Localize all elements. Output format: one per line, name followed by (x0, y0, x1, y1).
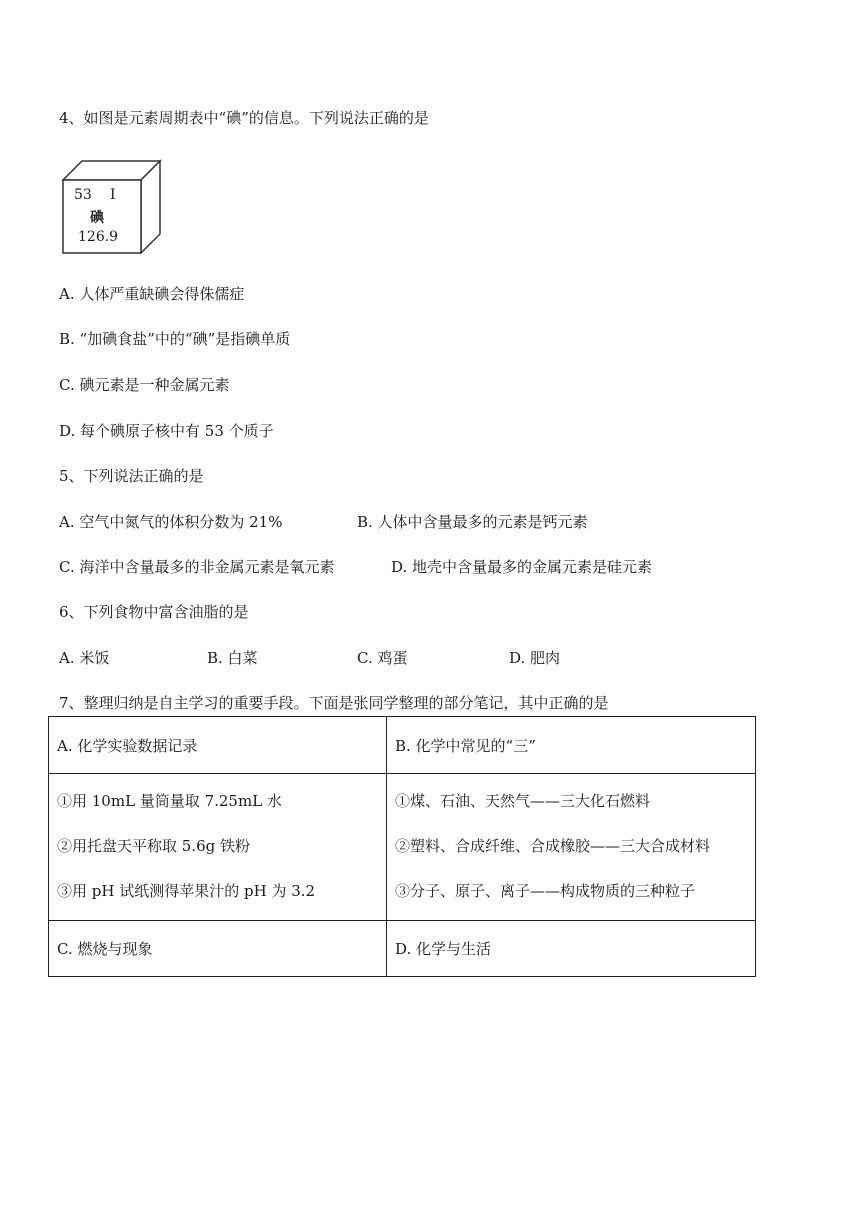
cell-d-title: D. 化学与生活 (387, 921, 756, 977)
cell-c-title: C. 燃烧与现象 (49, 921, 387, 977)
a-item-3: ③用 pH 试纸测得苹果汁的 pH 为 3.2 (57, 882, 316, 900)
q6-option-d: D. 肥肉 (509, 649, 561, 667)
q5-option-d: D. 地壳中含量最多的金属元素是硅元素 (391, 558, 653, 576)
q5-option-b: B. 人体中含量最多的元素是钙元素 (357, 513, 588, 531)
q4-option-b: B. “加碘食盐”中的“碘”是指碘单质 (59, 330, 291, 348)
b-item-3: ③分子、原子、离子——构成物质的三种粒子 (395, 882, 696, 900)
b-item-2: ②塑料、合成纤维、合成橡胶——三大合成材料 (395, 837, 711, 855)
element-symbol: I (110, 187, 116, 203)
q6-stem: 6、下列食物中富含油脂的是 (59, 603, 249, 621)
q4-option-a: A. 人体严重缺碘会得侏儒症 (59, 285, 245, 303)
q6-option-a: A. 米饭 (59, 649, 110, 667)
q4-option-c: C. 碘元素是一种金属元素 (59, 376, 230, 394)
cell-b-title: B. 化学中常见的“三” (387, 717, 756, 774)
q6-option-b: B. 白菜 (207, 649, 258, 667)
cell-a-content (49, 774, 387, 921)
cell-b-content (387, 774, 756, 921)
q7-stem: 7、整理归纳是自主学习的重要手段。下面是张同学整理的部分笔记，其中正确的是 (59, 694, 609, 712)
q6-option-c: C. 鸡蛋 (357, 649, 408, 667)
a-item-1: ①用 10mL 量筒量取 7.25mL 水 (57, 792, 282, 810)
q4-stem: 4、如图是元素周期表中“碘”的信息。下列说法正确的是 (59, 109, 429, 127)
b-item-1: ①煤、石油、天然气——三大化石燃料 (395, 792, 651, 810)
element-name: 碘 (90, 210, 104, 226)
atomic-mass: 126.9 (78, 229, 119, 245)
element-cell-iodine (60, 158, 164, 254)
q5-option-a: A. 空气中氮气的体积分数为 21% (59, 513, 283, 531)
atomic-number: 53 (74, 187, 92, 203)
cell-a-title: A. 化学实验数据记录 (49, 717, 387, 774)
q5-option-c: C. 海洋中含量最多的非金属元素是氧元素 (59, 558, 335, 576)
a-item-2: ②用托盘天平称取 5.6g 铁粉 (57, 837, 250, 855)
notes-table (48, 716, 756, 977)
q5-stem: 5、下列说法正确的是 (59, 467, 204, 485)
q4-option-d: D. 每个碘原子核中有 53 个质子 (59, 422, 274, 440)
